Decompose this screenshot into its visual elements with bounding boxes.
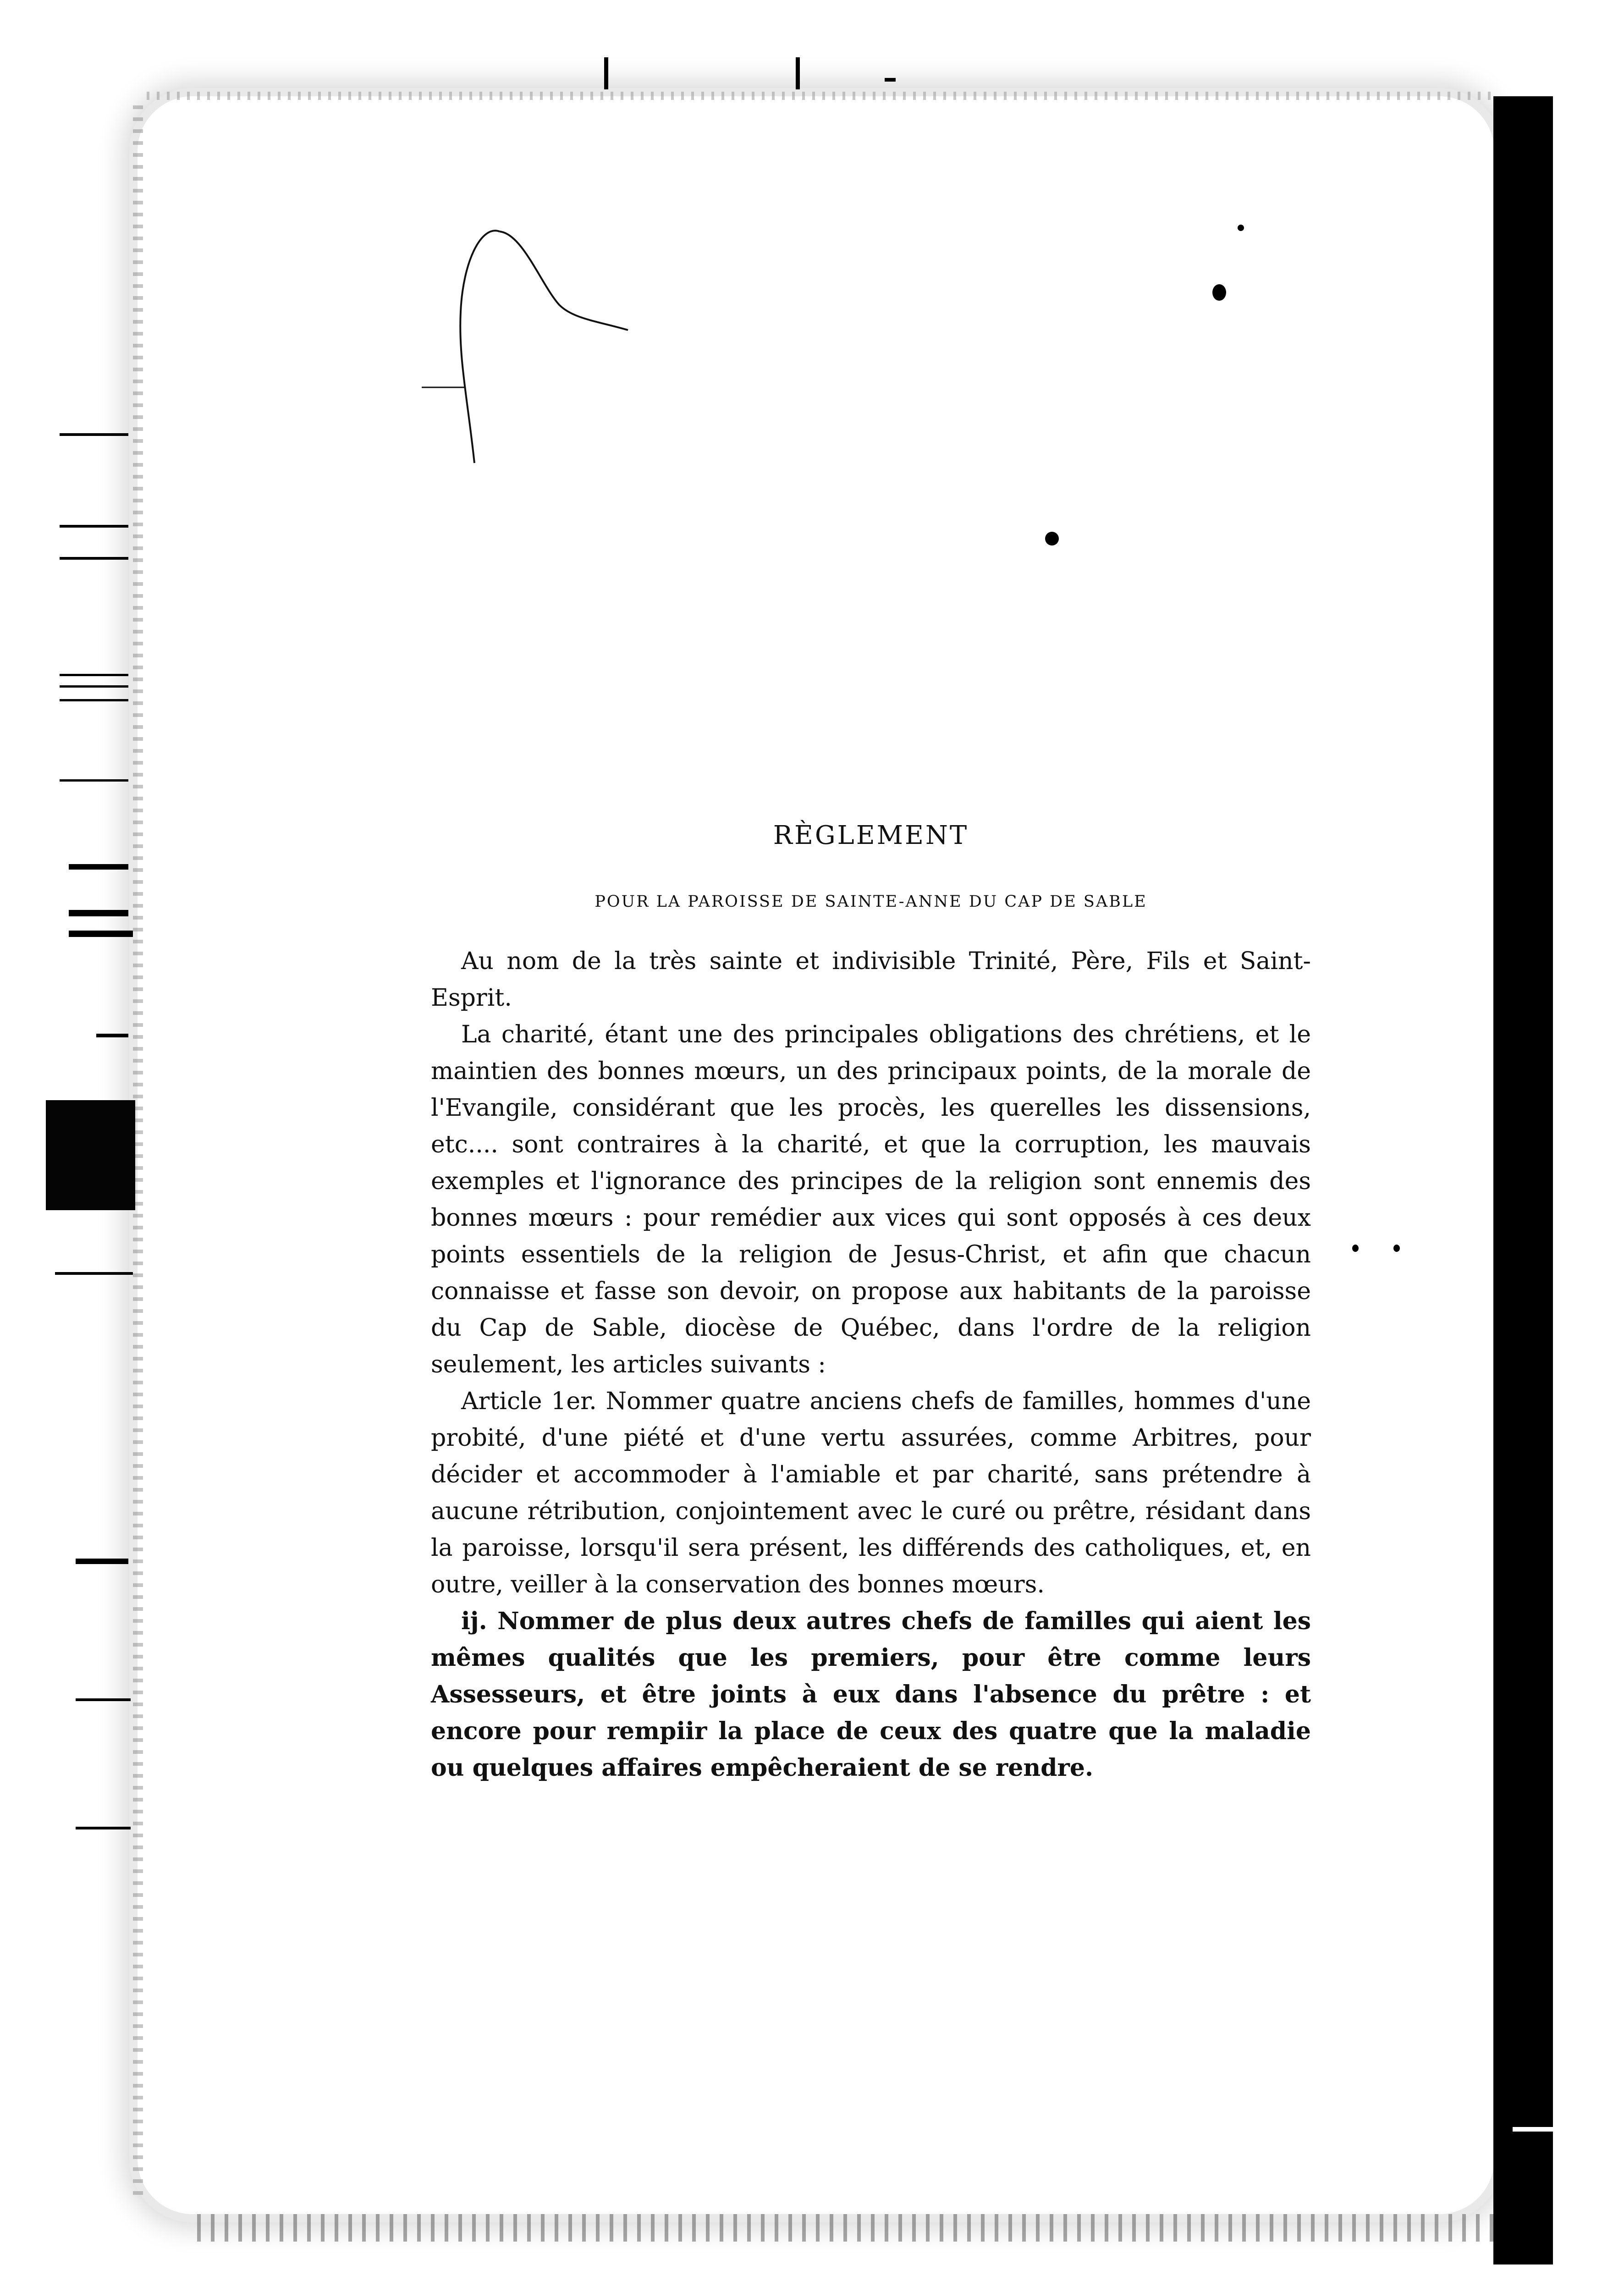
paragraph-article-1: Article 1er. Nommer quatre anciens chefs de familles, hommes d'une probité, d'une piété et d'une vertu assurées, comme Arbitres, pour décider et accommoder à l'amiable et par charité, sans prétendre à aucune rétribution, conjointement avec le curé ou prêtre, résidant dans la paroisse, lorsqu'il sera présent, les différends des catholiques, et, en outre, veiller à la conservation des bonnes mœurs. [431, 1388, 1311, 1598]
margin-tick [60, 699, 128, 701]
ink-speck [1238, 225, 1244, 231]
margin-tick [69, 864, 128, 870]
document-title: RÈGLEMENT [773, 821, 969, 850]
margin-tick [60, 433, 128, 436]
paragraph-article-2: ij. Nommer de plus deux autres chefs de familles qui aient les mêmes qualités que les premiers, pour être comme leurs Assesseurs, et être joints à eux dans l'absence du prêtre : et encore pour rempiir la place de ceux des quatre que la maladie ou quelques affaires empêcheraient de se rendre. [431, 1607, 1311, 1782]
scan-border-notch [1513, 2127, 1554, 2132]
paragraph-invocation: Au nom de la très sainte et indivisible Trinité, Père, Fils et Saint-Esprit. [431, 948, 1311, 1012]
margin-tick [96, 1034, 128, 1037]
margin-tick [69, 931, 133, 937]
margin-tick [60, 525, 128, 528]
margin-tick [885, 78, 896, 82]
scan-noise-bottom [197, 2214, 1494, 2242]
margin-tick [69, 910, 128, 916]
margin-tick [55, 1272, 133, 1275]
document-subtitle: POUR LA PAROISSE DE SAINTE-ANNE DU CAP DE SABLE [595, 893, 1147, 911]
document-body [431, 821, 1311, 1786]
margin-tick [60, 685, 128, 688]
margin-tick [604, 57, 608, 89]
pen-scribble [413, 206, 688, 481]
ink-speck [1393, 1245, 1400, 1252]
ink-speck [1352, 1245, 1359, 1252]
paragraph-preamble: La charité, étant une des principales obligations des chrétiens, et le maintien des bonnes mœurs, un des principaux points, de la morale de l'Evangile, considérant que les procès, les querelles les dissensions, etc.... sont contraires à la charité, et que la corruption, les mauvais exemples et l'ignorance des principes de la religion sont ennemis des bonnes mœurs : pour remédier aux vices qui sont opposés à ces deux points essentiels de la religion de Jesus-Christ, et afin que chacun connaisse et fasse son devoir, on propose aux habitants de la paroisse du Cap de Sable, diocèse de Québec, dans l'ordre de la religion seulement, les articles suivants : [431, 1021, 1311, 1378]
scan-border-right [1493, 96, 1553, 2264]
scan-blot [46, 1100, 135, 1210]
margin-tick [60, 557, 128, 560]
margin-tick [796, 57, 800, 89]
margin-tick [76, 1698, 131, 1701]
ink-speck [1212, 284, 1226, 301]
scan-noise-top [147, 92, 1494, 100]
ink-speck [1045, 532, 1059, 545]
margin-tick [76, 1559, 128, 1564]
margin-tick [60, 779, 128, 782]
margin-tick [60, 674, 128, 676]
margin-tick [76, 1827, 131, 1829]
